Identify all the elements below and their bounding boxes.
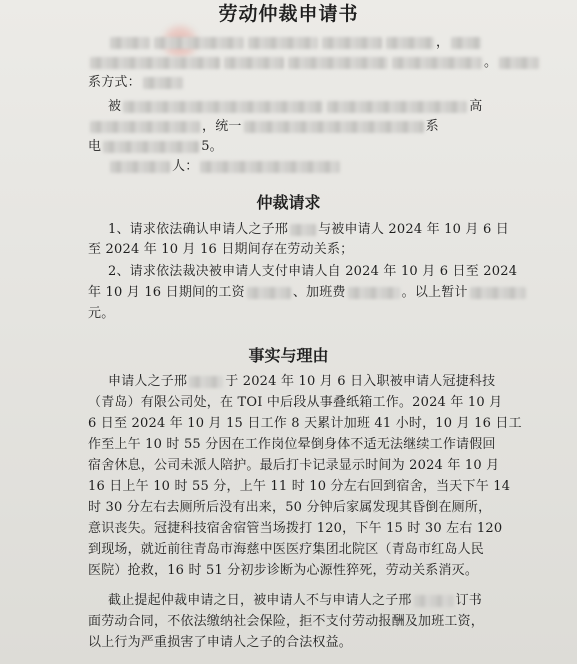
facts-text: 16 日上午 10 时 55 分，上午 11 时 10 分左右回到宿舍，当天下午 14 — [88, 479, 511, 494]
redaction — [189, 376, 223, 388]
respondent-line-3: 电 5。 — [88, 139, 223, 154]
facts-line — [88, 457, 499, 475]
applicant-line-2: 。 — [88, 54, 541, 72]
facts-text: 以上行为严重损害了申请人之子的合法权益。 — [88, 635, 353, 650]
facts-text: 面劳动合同，不依法缴纳社会保险，拒不支付劳动报酬及加班工资， — [88, 614, 485, 629]
facts-text: 订书 — [455, 593, 483, 608]
facts-heading: 事实与理由 — [248, 346, 329, 365]
facts-line — [88, 634, 352, 652]
facts-text: 截止提起仲裁申请之日，被申请人不与申请人之子邢 — [108, 593, 412, 608]
facts-text: 时 30 分左右去厕所后没有出来，50 分钟后家属发现其昏倒在厕所， — [88, 500, 492, 515]
facts-text: 申请人之子邢 — [108, 374, 188, 389]
redaction — [414, 595, 454, 607]
facts-text: 于 2024 年 10 月 6 日入职被申请人冠捷科技 — [225, 374, 496, 389]
facts-text: （青岛）有限公司处，在 TOI 中后段从事叠纸箱工作。2024 年 10 月 — [88, 395, 503, 410]
applicant-line-3: 系方式： — [88, 74, 185, 92]
claim-2-line-2: 年 10 月 16 日期间的工资 、加班费 。以上暂计 — [88, 284, 528, 302]
claims-heading: 仲裁请求 — [256, 193, 321, 212]
facts-line — [108, 373, 495, 391]
facts-text: 6 日至 2024 年 10 月 15 日工作 8 天累计加班 41 小时，10 月 16 日工 — [88, 416, 522, 431]
claim-2-line-1: 2、请求依法裁决被申请人支付申请人自 2024 年 10 月 6 日至 2024 — [108, 264, 518, 279]
claim-1-line-2: 至 2024 年 10 月 16 日期间存在劳动关系； — [88, 242, 354, 257]
facts-line — [88, 478, 510, 496]
facts-line — [88, 499, 491, 517]
facts-line — [88, 562, 478, 580]
facts-text: 意识丧失。冠捷科技宿舍宿管当场拨打 120，下午 15 时 30 左右 120 — [88, 521, 503, 536]
representative-line: 人： — [108, 158, 342, 176]
facts-text: 作至上午 10 时 55 分因在工作岗位晕倒身体不适无法继续工作请假回 — [88, 437, 496, 452]
document-title: 劳动仲裁申请书 — [218, 3, 359, 25]
facts-line — [88, 613, 484, 631]
respondent-line-1: 被 高 — [108, 99, 483, 114]
facts-line — [108, 592, 482, 610]
facts-line — [88, 394, 502, 412]
facts-text: 到现场，就近前往青岛市海慈中医医疗集团北院区（青岛市红岛人民 — [88, 542, 485, 557]
facts-line — [88, 436, 496, 454]
applicant-line-1: ， — [108, 34, 483, 52]
facts-line — [88, 415, 522, 433]
facts-text: 宿舍休息，公司未派人陪护。最后打卡记录显示时间为 2024 年 10 月 — [88, 458, 500, 473]
facts-text: 医院）抢救，16 时 51 分初步诊断为心源性猝死，劳动关系消灭。 — [88, 563, 479, 578]
respondent-line-2: ，统一 系 — [88, 118, 439, 136]
facts-line — [88, 520, 502, 538]
claim-1-line-1: 1、请求依法确认申请人之子邢 与被申请人 2024 年 10 月 6 日 — [108, 222, 509, 237]
claim-2-line-3: 元。 — [88, 306, 115, 321]
facts-line — [88, 541, 484, 559]
